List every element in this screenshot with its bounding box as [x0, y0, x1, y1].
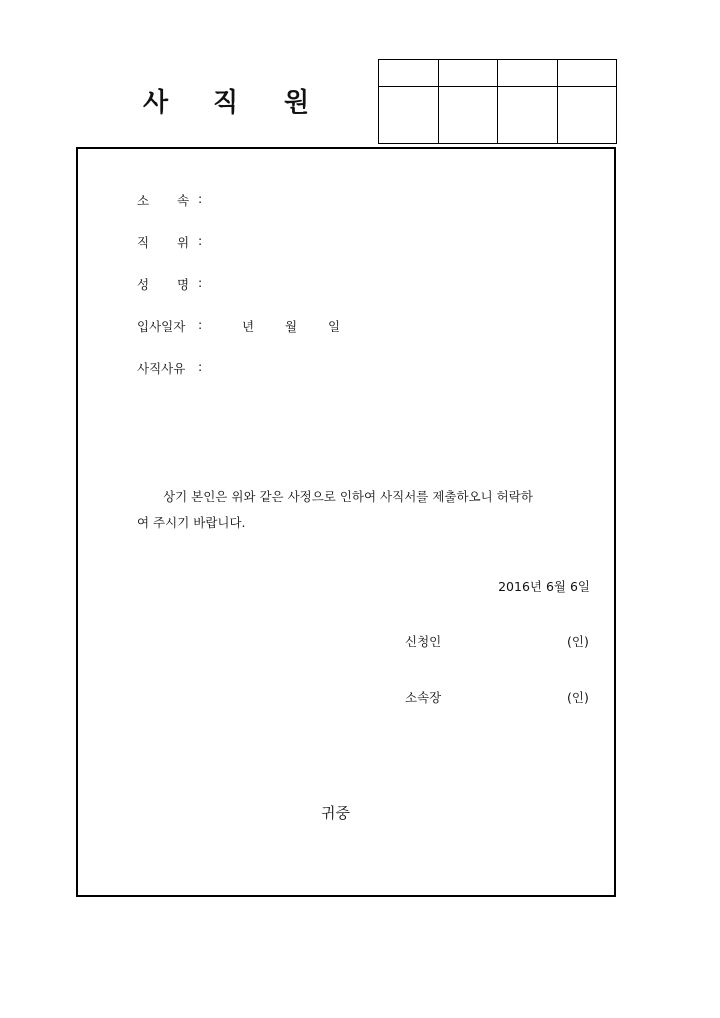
- recipient: 귀중: [321, 804, 350, 822]
- approval-table: [378, 59, 617, 144]
- statement-line-1: 상기 본인은 위와 같은 사정으로 인하여 사직서를 제출하오니 허락하: [163, 489, 533, 504]
- name-colon: :: [198, 275, 203, 290]
- position-colon: :: [198, 233, 203, 248]
- title-char-1: 사: [143, 88, 169, 118]
- approval-header-cell: [498, 60, 558, 87]
- approval-header-cell: [438, 60, 498, 87]
- hire-date-year-unit: 년: [242, 319, 255, 334]
- title-char-2: 직: [213, 88, 239, 118]
- submission-date: 2016년 6월 6일: [498, 579, 590, 594]
- statement: [137, 484, 592, 536]
- applicant-label: 신청인: [405, 634, 442, 649]
- affiliation-colon: :: [198, 191, 203, 206]
- hire-date-colon: :: [198, 317, 203, 332]
- manager-label: 소속장: [405, 690, 442, 705]
- hire-date-label: 입사일자: [137, 319, 186, 334]
- title-char-3: 원: [284, 88, 310, 118]
- manager-seal: (인): [567, 690, 589, 705]
- hire-date-day-unit: 일: [328, 319, 341, 334]
- approval-sign-cell: [498, 87, 558, 144]
- approval-header-cell: [557, 60, 617, 87]
- applicant-seal: (인): [567, 634, 589, 649]
- approval-sign-cell: [557, 87, 617, 144]
- approval-sign-cell: [438, 87, 498, 144]
- approval-header-cell: [379, 60, 439, 87]
- approval-sign-cell: [379, 87, 439, 144]
- statement-line-2: 여 주시기 바랍니다.: [137, 515, 246, 530]
- reason-colon: :: [198, 359, 203, 374]
- reason-label: 사직사유: [137, 361, 186, 376]
- hire-date-month-unit: 월: [285, 319, 298, 334]
